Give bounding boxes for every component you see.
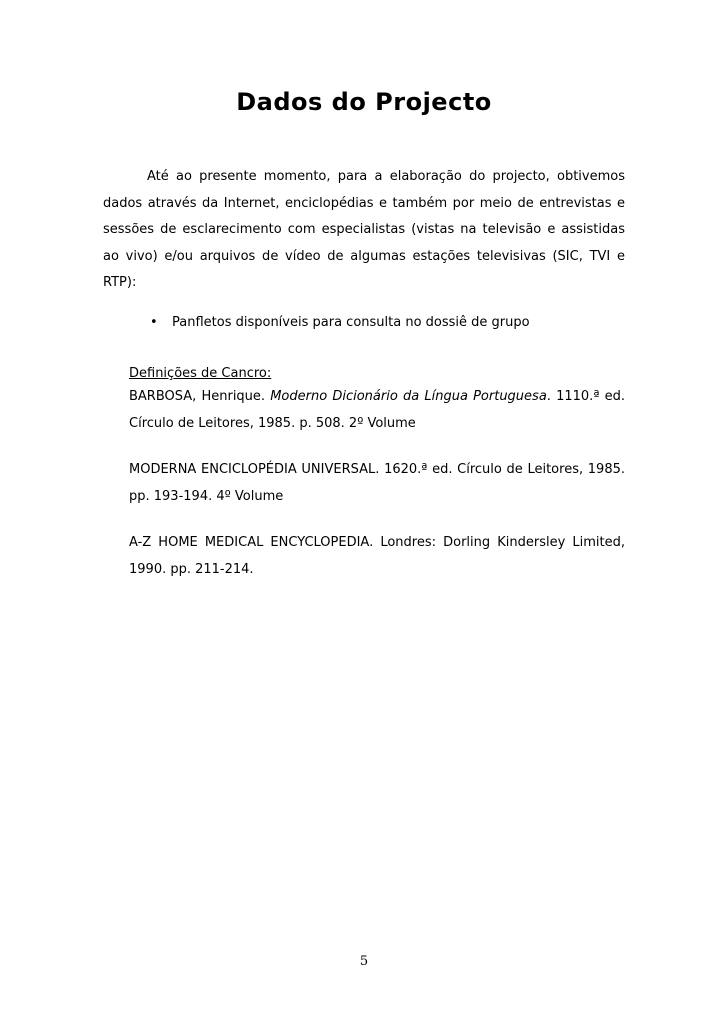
reference-item: A-Z HOME MEDICAL ENCYCLOPEDIA. Londres: Dorling Kindersley Limited, 1990. pp. 211-214. <box>129 535 625 577</box>
reference-details: . 1110.ª ed. Círculo de Leitores, 1985. p. 508. 2º Volume <box>129 389 625 431</box>
reference-title: Moderno Dicionário da Língua Portuguesa <box>270 389 547 404</box>
page-title <box>0 88 728 116</box>
list-item <box>150 313 530 333</box>
page-number: 5 <box>359 954 369 969</box>
list-item-text: Panfletos disponíveis para consulta no dossiê de grupo <box>172 315 530 330</box>
intro-paragraph: Até ao presente momento, para a elaboração do projecto, obtivemos dados através da Internet, enciclopédias e também por meio de entrevistas e sessões de esclarecimento com especialistas (vistas na televisão e assistidas ao vivo) e/ou arquivos de vídeo de algumas estações televisivas (SIC, TVI e RTP): <box>103 169 625 290</box>
reference-item: MODERNA ENCICLOPÉDIA UNIVERSAL. 1620.ª ed. Círculo de Leitores, 1985. pp. 193-194. 4º Volume <box>129 462 625 504</box>
definitions-heading: Definições de Cancro: <box>129 366 272 381</box>
bullet-icon: • <box>150 315 158 330</box>
bullet-list <box>150 313 530 333</box>
definitions-section <box>129 364 625 583</box>
reference-item <box>129 384 625 437</box>
reference-author: BARBOSA, Henrique. <box>129 389 271 404</box>
page-title-text: Dados do Projecto <box>236 88 492 116</box>
